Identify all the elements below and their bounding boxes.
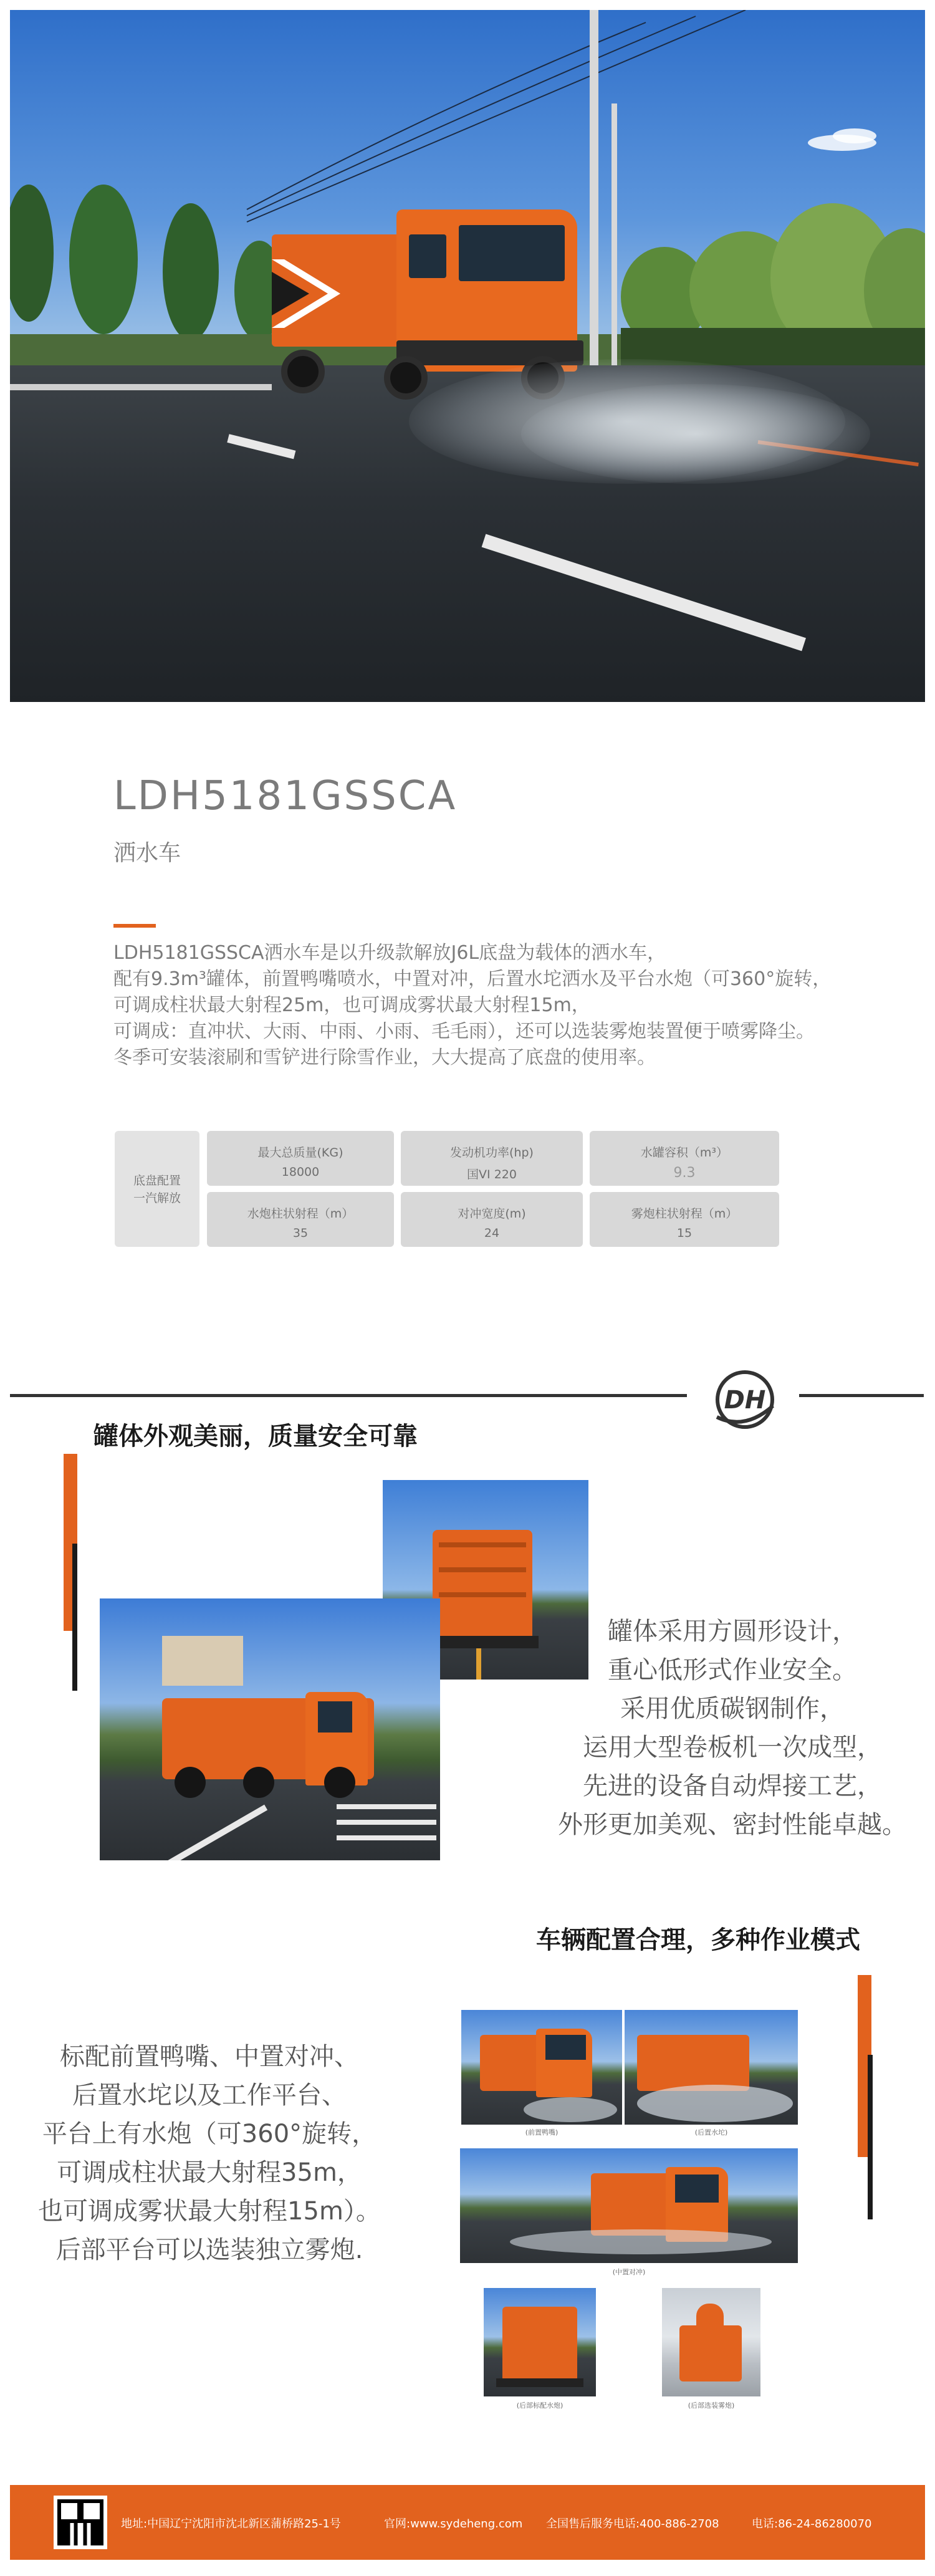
photo-rear-cannon: [484, 2288, 596, 2396]
brand-logo: [711, 1368, 779, 1431]
caption-fog-cannon: (后部选装雾炮): [688, 2401, 735, 2410]
footer-bar: [10, 2485, 925, 2560]
section2-paragraph: 标配前置鸭嘴、中置对冲、 后置水坨以及工作平台、 平台上有水炮（可360°旋转， 可调成柱状最大射程35m， 也可调成雾状最大射程15m）。 后部平台可以选装独立雾炮.: [38, 2042, 381, 2264]
caption-rear-spray: (后置水坨): [694, 2128, 728, 2136]
section1-title: 罐体外观美丽，质量安全可靠: [94, 1422, 418, 1451]
model-number: LDH5181GSSCA: [113, 773, 458, 819]
accent-divider: [113, 924, 156, 928]
qr-code-icon[interactable]: [54, 2496, 107, 2549]
hero-photo: [10, 10, 925, 702]
footer-phone: 电话:86-24-86280070: [752, 2517, 872, 2530]
chassis-value: 一汽解放: [133, 1191, 181, 1205]
svg-text:DH: DH: [724, 1386, 766, 1415]
section-divider-left: [10, 1394, 687, 1397]
product-description: [113, 940, 924, 1071]
section-divider-right: [799, 1394, 924, 1397]
photo-truck-side: [100, 1598, 440, 1860]
spec-chassis: [115, 1131, 199, 1247]
photo-middle-flush: [460, 2148, 798, 2263]
accent-bar-black-2: [868, 2055, 873, 2219]
spec-tank-volume: 水罐容积（m³） 9.3: [590, 1131, 779, 1186]
caption-front-nozzle: (前置鸭嘴): [525, 2128, 559, 2136]
desc-line: 冬季可安装滚刷和雪铲进行除雪作业，大大提高了底盘的使用率。: [113, 1047, 656, 1069]
section1-paragraph: 罐体采用方圆形设计， 重心低形式作业安全。 采用优质碳钢制作， 运用大型卷板机一次成型， 先进的设备自动焊接工艺， 外形更加美观、密封性能卓越。: [558, 1617, 907, 1839]
chevron-decal: [272, 259, 347, 328]
footer-website[interactable]: 官网:www.sydeheng.com: [384, 2517, 523, 2530]
spec-fog-range: 雾炮柱状射程（m） 15: [590, 1192, 779, 1247]
desc-line: 可调成柱状最大射程25m，也可调成雾状最大射程15m，: [113, 994, 590, 1016]
spec-cannon-range: 水炮柱状射程（m） 35: [207, 1192, 394, 1247]
desc-line: 配有9.3m³罐体，前置鸭嘴喷水，中置对冲，后置水坨洒水及平台水炮（可360°旋转，: [113, 968, 832, 990]
caption-rear-cannon: (后部标配水炮): [516, 2401, 563, 2410]
spec-engine-power: 发动机功率(hp) 国VI 220: [401, 1131, 583, 1186]
vehicle-type: 洒水车: [113, 840, 181, 866]
spec-max-mass: 最大总质量(KG) 18000: [207, 1131, 394, 1186]
photo-front-nozzle: [461, 2010, 622, 2125]
chassis-label: 底盘配置: [133, 1174, 181, 1188]
desc-line: LDH5181GSSCA洒水车是以升级款解放J6L底盘为载体的洒水车，: [113, 942, 666, 964]
photo-rear-spray: [625, 2010, 798, 2125]
footer-address: 地址:中国辽宁沈阳市沈北新区蒲桥路25-1号: [121, 2517, 341, 2530]
desc-line: 可调成：直冲状、大雨、中雨、小雨、毛毛雨），还可以选装雾炮装置便于喷雾降尘。: [113, 1021, 815, 1042]
caption-middle-flush: (中置对冲): [612, 2268, 646, 2276]
accent-bar-black: [72, 1544, 77, 1691]
spec-flush-width: 对冲宽度(m) 24: [401, 1192, 583, 1247]
photo-fog-cannon: [662, 2288, 760, 2396]
footer-service-phone: 全国售后服务电话:400-886-2708: [546, 2517, 719, 2530]
section2-title: 车辆配置合理，多种作业模式: [536, 1926, 860, 1954]
